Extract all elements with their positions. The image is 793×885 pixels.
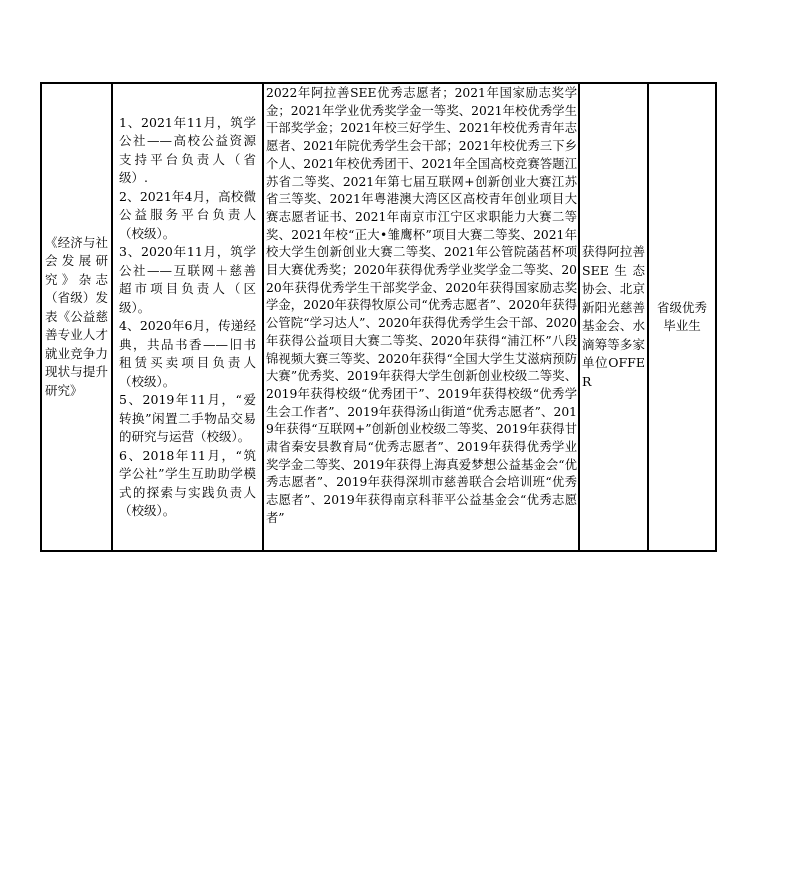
cell-offers bbox=[580, 84, 647, 550]
papers-text: 《经济与社会发展研究》杂志（省级）发表《公益慈善专业人才就业竞争力现状与提升研究》 bbox=[45, 234, 108, 398]
honor-text: 省级优秀毕业生 bbox=[656, 299, 707, 333]
cell-papers bbox=[42, 84, 111, 550]
cell-projects bbox=[113, 84, 262, 550]
projects-text: 1、2021年11月，筑学公社——高校公益资源支持平台负责人（省级）. 2、2021年4月，高校微公益服务平台负责人（校级）。 3、2020年11月，筑学公社——互联网＋慈善超市项目负责人（区级）。 4、2020年6月，传递经典，共品书香——旧书租赁买卖项目负责人（校级）。 5、2019年11月，“爱转换”闲置二手物品交易的研究与运营（校级）。 6、2018年11月，“筑学公社”学生互助助学模式的探索与实践负责人（校级）。 bbox=[119, 114, 256, 518]
offers-text: 获得阿拉善SEE生态协会、北京新阳光慈善基金会、水滴筹等多家单位OFFER bbox=[582, 244, 645, 389]
awards-text: 2022年阿拉善SEE优秀志愿者；2021年国家励志奖学金；2021年学业优秀奖学金一等奖、2021年校优秀学生干部奖学金；2021年校三好学生、2021年校优秀青年志愿者、2021年院优秀学生会干部；2021年校优秀三下乡个人、2021年校优秀团干、2021年全国高校竞赛答题江苏省二等奖、2021年第七届互联网+创新创业大赛江苏省三等奖、2021年粤港澳大湾区区高校青年创业项目大赛志愿者证书、2021年南京市江宁区求职能力大赛二等奖、2021年校“正大•雏鹰杯”项目大赛二等奖、2021年校大学生创新创业大赛二等奖、2021年公管院菡萏杯项目大赛优秀奖；2020年获得优秀学业奖学金二等奖、2020年获得优秀学生干部奖学金、2020年获得国家励志奖学金，2020年获得牧原公司“优秀志愿者”、2020年获得公管院“学习达人”、2020年获得优秀学生会干部、2020年获得公益项目大赛二等奖、2020年获得“浦江杯”八段锦视频大赛三等奖、2020年获得“全国大学生艾滋病预防大赛”优秀奖、2019年获得大学生创新创业校级二等奖、2019年获得校级“优秀团干”、2019年获得校级“优秀学生会工作者”、2019年获得汤山街道“优秀志愿者”、2019年获得“互联网+”创新创业校级二等奖、2019年获得甘肃省秦安县教育局“优秀志愿者”、2019年获得优秀学业奖学金二等奖、2019年获得上海真爱梦想公益基金会“优秀志愿者”、2019年获得深圳市慈善联合会培训班“优秀志愿者”、2019年获得南京科菲平公益基金会“优秀志愿者” bbox=[266, 86, 577, 525]
cell-awards bbox=[264, 84, 578, 550]
info-table bbox=[40, 82, 717, 552]
cell-honor bbox=[649, 84, 715, 550]
